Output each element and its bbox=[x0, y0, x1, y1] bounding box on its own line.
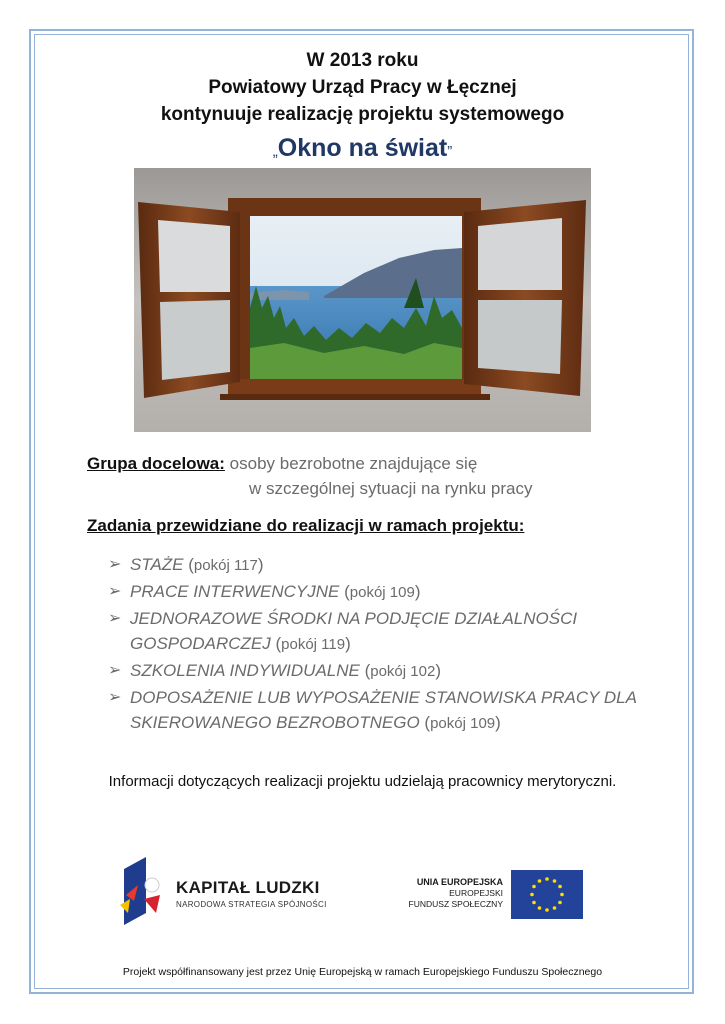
task-room: pokój 109 bbox=[430, 715, 496, 732]
quote-open: „ bbox=[272, 143, 278, 160]
kapital-ludzki-title: KAPITAŁ LUDZKI bbox=[176, 878, 320, 897]
project-name: Okno na świat bbox=[277, 134, 448, 162]
eu-flag-icon bbox=[511, 870, 583, 919]
arrow-bullet-icon: ➢ bbox=[108, 689, 122, 706]
task-room: pokój 102 bbox=[370, 663, 436, 680]
task-name: SZKOLENIA INDYWIDUALNE bbox=[130, 661, 360, 680]
eu-line3: FUNDUSZ SPOŁECZNY bbox=[408, 899, 503, 909]
arrow-bullet-icon: ➢ bbox=[108, 583, 122, 600]
task-item: ➢ SZKOLENIA INDYWIDUALNE (pokój 102) bbox=[108, 658, 648, 684]
task-name: STAŻE bbox=[130, 555, 184, 574]
task-item: ➢ JEDNORAZOWE ŚRODKI NA PODJĘCIE DZIAŁALNOŚCI GOSPODARCZEJ (pokój 119) bbox=[108, 606, 648, 657]
open-window-photo bbox=[134, 168, 591, 432]
task-item: ➢ PRACE INTERWENCYJNE (pokój 109) bbox=[108, 579, 648, 605]
tasks-title: Zadania przewidziane do realizacji w ramach projektu: bbox=[87, 516, 525, 535]
task-item: ➢ STAŻE (pokój 117) bbox=[108, 552, 648, 578]
arrow-bullet-icon: ➢ bbox=[108, 556, 122, 573]
footer-text: Projekt współfinansowany jest przez Unię Europejską w ramach Europejskiego Funduszu Społecznego bbox=[122, 966, 603, 978]
arrow-bullet-icon: ➢ bbox=[108, 662, 122, 679]
target-group-text-line1: osoby bezrobotne znajdujące się bbox=[229, 454, 478, 473]
tasks-list bbox=[108, 552, 648, 737]
target-group-text-line2: w szczególnej sytuacji na rynku pracy bbox=[249, 479, 533, 498]
task-name: JEDNORAZOWE ŚRODKI NA PODJĘCIE DZIAŁALNOŚCI GOSPODARCZEJ bbox=[130, 609, 578, 653]
kapital-ludzki-subtitle: NARODOWA STRATEGIA SPÓJNOŚCI bbox=[176, 900, 327, 909]
task-item: ➢ DOPOSAŻENIE LUB WYPOSAŻENIE STANOWISKA PRACY DLA SKIEROWANEGO BEZROBOTNEGO (pokój 109) bbox=[108, 685, 648, 736]
info-text: Informacji dotyczących realizacji projektu udzielają pracownicy merytoryczni. bbox=[108, 773, 617, 790]
eu-line2: EUROPEJSKI bbox=[449, 888, 503, 898]
target-group-label: Grupa docelowa: bbox=[87, 454, 225, 473]
eu-line1: UNIA EUROPEJSKA bbox=[416, 877, 503, 887]
task-room: pokój 117 bbox=[193, 557, 258, 574]
project-name-line bbox=[60, 134, 665, 163]
eu-fund-text bbox=[395, 877, 503, 910]
kapital-ludzki-logo bbox=[116, 855, 176, 927]
quote-close: ” bbox=[447, 143, 453, 160]
heading-line-project: kontynuuje realizację projektu systemowego bbox=[160, 104, 565, 125]
heading-line-year: W 2013 roku bbox=[306, 50, 419, 71]
arrow-bullet-icon: ➢ bbox=[108, 610, 122, 627]
task-room: pokój 119 bbox=[281, 636, 346, 653]
heading bbox=[60, 47, 665, 128]
target-group bbox=[87, 452, 477, 476]
heading-line-office: Powiatowy Urząd Pracy w Łęcznej bbox=[208, 77, 517, 98]
task-name: DOPOSAŻENIE LUB WYPOSAŻENIE STANOWISKA PRACY DLA SKIEROWANEGO BEZROBOTNEGO bbox=[130, 688, 637, 732]
task-room: pokój 109 bbox=[349, 584, 415, 601]
task-name: PRACE INTERWENCYJNE bbox=[130, 582, 340, 601]
